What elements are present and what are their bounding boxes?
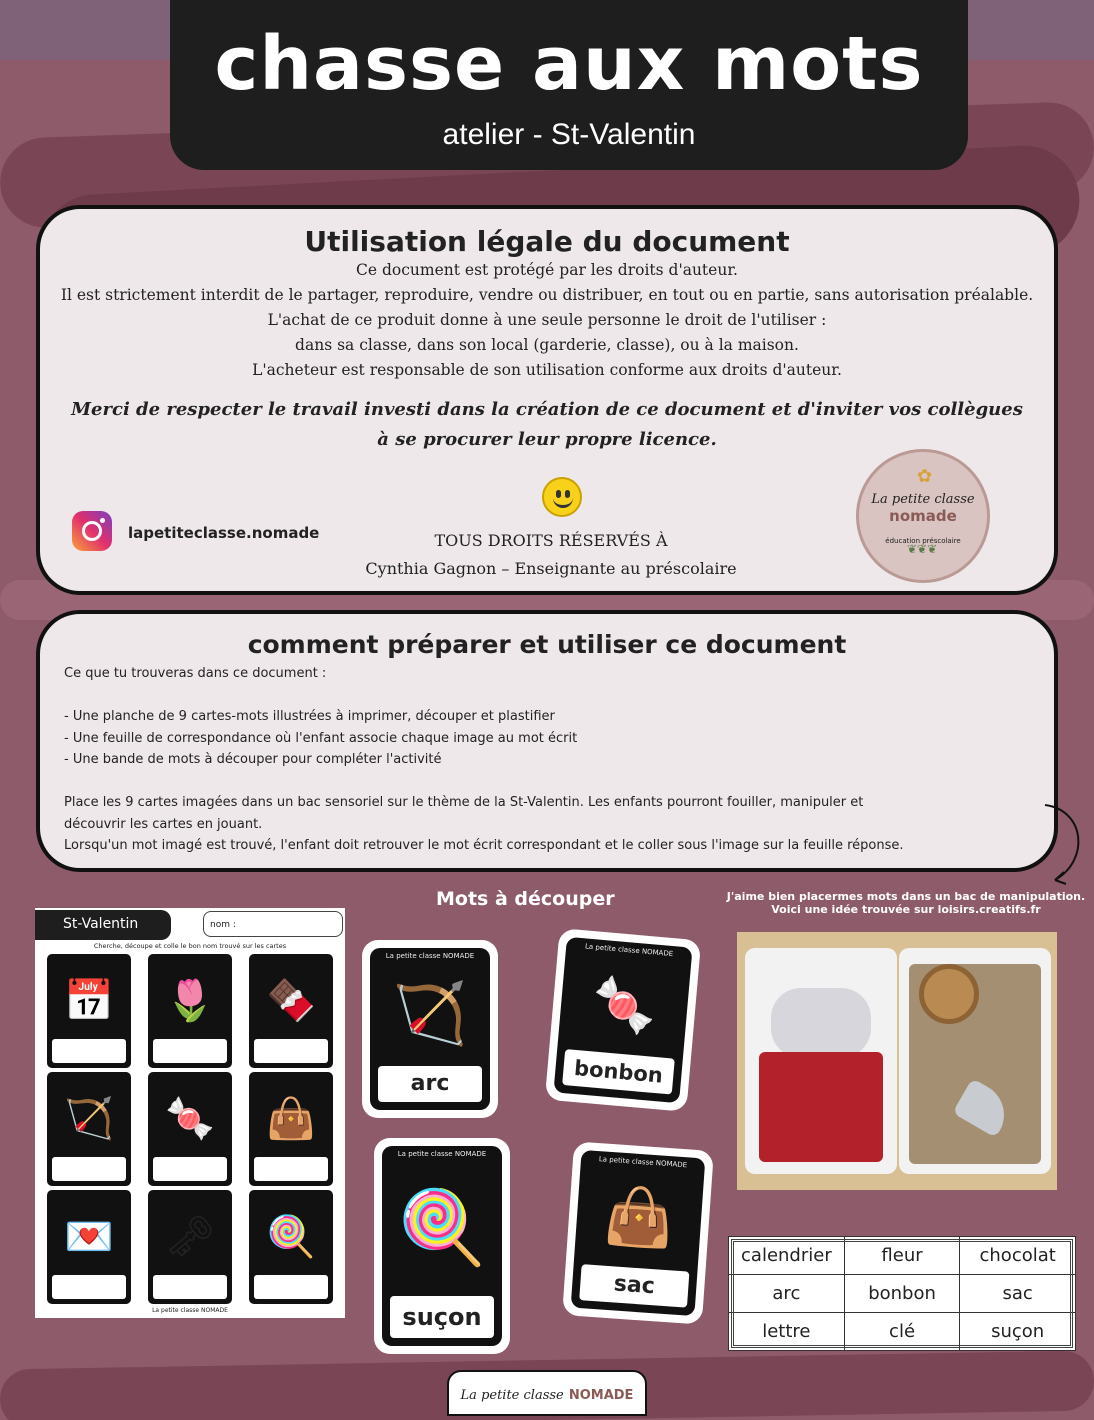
thanks-text: [40, 395, 1054, 455]
instagram-handle[interactable]: lapetiteclasse.nomade: [128, 524, 320, 542]
word-card-sucon: [374, 1138, 510, 1354]
word-cell: arc: [729, 1275, 845, 1313]
chocolate-icon: 🍫: [266, 978, 316, 1024]
table-row: [729, 1237, 1076, 1275]
cut-words-title: Mots à découper: [436, 888, 615, 910]
word-card-arc: [362, 940, 498, 1118]
footer-brand-name: NOMADE: [568, 1388, 634, 1403]
photo-caption: [720, 890, 1092, 916]
lollipop-icon: 🍭: [397, 1185, 487, 1269]
howto-intro: Ce que tu trouveras dans ce document :: [64, 666, 327, 681]
howto-body: [40, 659, 1054, 857]
word-cell: sac: [960, 1275, 1076, 1313]
sensory-bin-photo: [737, 932, 1057, 1190]
calendar-icon: 📅: [64, 978, 114, 1024]
howto-item: - Une bande de mots à découper pour compléter l'activité: [64, 752, 442, 767]
worksheet-tag: St-Valentin: [35, 910, 171, 940]
photo-caption-line-2: Voici une idée trouvée sur loisirs.creatifs.fr: [771, 903, 1041, 916]
thanks-line-1: Merci de respecter le travail investi dans la création de ce document et d'inviter vos collègues: [71, 399, 1023, 420]
logo-line-3: éducation préscolaire: [885, 537, 961, 545]
rights-line-2: Cynthia Gagnon – Enseignante au préscolaire: [365, 559, 737, 578]
table-row: [729, 1275, 1076, 1313]
word-strip-table: [728, 1236, 1076, 1351]
legal-title: Utilisation légale du document: [304, 225, 790, 258]
worksheet-name-field: nom :: [203, 911, 343, 937]
worksheet-preview: [35, 908, 345, 1318]
photo-caption-line-1: J'aime bien placermes mots dans un bac de manipulation.: [726, 890, 1086, 903]
letter-card: [47, 1190, 131, 1304]
card-word: arc: [378, 1066, 482, 1102]
flower-icon: 🌷: [165, 978, 215, 1024]
key-card: [148, 1190, 232, 1304]
legal-line: L'acheteur est responsable de son utilisation conforme aux droits d'auteur.: [252, 361, 842, 379]
legal-line: Il est strictement interdit de le partager, reproduire, vendre ou distribuer, en tout ou en partie, sans autorisation préalable.: [60, 286, 1034, 304]
word-cell: chocolat: [960, 1237, 1076, 1275]
footer-brand-text: La petite classe: [460, 1388, 564, 1403]
thanks-line-2: à se procurer leur propre licence.: [377, 429, 717, 450]
bag-icon: 👜: [602, 1182, 677, 1253]
candy-card: [148, 1072, 232, 1186]
legal-line: Ce document est protégé par les droits d'auteur.: [356, 261, 738, 279]
howto-paragraph: Lorsqu'un mot imagé est trouvé, l'enfant doit retrouver le mot écrit correspondant et le coller sous l'image sur la feuille réponse.: [64, 838, 904, 853]
footer-brand: [447, 1370, 647, 1416]
card-word: bonbon: [562, 1049, 675, 1094]
bag-card: [249, 1072, 333, 1186]
logo-line-2: nomade: [889, 507, 957, 525]
table-row: [729, 1313, 1076, 1351]
flower-icon: ✿: [917, 466, 933, 487]
bow-card: [47, 1072, 131, 1186]
word-cell: calendrier: [729, 1237, 845, 1275]
howto-paragraph: Place les 9 cartes imagées dans un bac sensoriel sur le thème de la St-Valentin. Les enfants pourront fouiller, manipuler et découvrir les cartes en jouant.: [64, 795, 864, 832]
card-brand: La petite classe NOMADE: [397, 1150, 487, 1158]
card-word: suçon: [390, 1296, 494, 1338]
word-cell: bonbon: [844, 1275, 960, 1313]
chocolate-card: [249, 954, 333, 1068]
howto-panel: [36, 610, 1058, 872]
flower-card: [148, 954, 232, 1068]
card-brand: La petite classe NOMADE: [598, 1155, 688, 1170]
lollipop-card: [249, 1190, 333, 1304]
page-subtitle: atelier - St-Valentin: [442, 118, 696, 151]
worksheet-footer: La petite classe NOMADE: [152, 1307, 228, 1314]
card-brand: La petite classe NOMADE: [385, 952, 475, 960]
candy-icon: 🍬: [165, 1096, 215, 1142]
legal-line: dans sa classe, dans son local (garderie, classe), ou à la maison.: [295, 336, 799, 354]
word-card-sac: [562, 1141, 714, 1324]
word-card-bonbon: [545, 928, 701, 1112]
key-icon: 🗝: [164, 1214, 216, 1260]
page-header: [170, 0, 968, 170]
page-title: chasse aux mots: [214, 21, 924, 107]
leaf-icon: ❦❦❦: [907, 542, 938, 556]
card-brand: La petite classe NOMADE: [584, 942, 674, 959]
card-word: sac: [579, 1264, 689, 1307]
howto-item: - Une feuille de correspondance où l'enfant associe chaque image au mot écrit: [64, 730, 578, 746]
calendar-card: [47, 954, 131, 1068]
word-cell: lettre: [729, 1313, 845, 1351]
word-cell: suçon: [960, 1313, 1076, 1351]
lollipop-icon: 🍭: [266, 1214, 316, 1260]
howto-item: - Une planche de 9 cartes-mots illustrées à imprimer, découper et plastifier: [64, 709, 555, 724]
legal-line: L'achat de ce produit donne à une seule personne le droit de l'utiliser :: [267, 311, 827, 329]
curved-arrow-icon: [1040, 800, 1090, 890]
word-cell: fleur: [844, 1237, 960, 1275]
love-letter-icon: 💌: [64, 1214, 114, 1260]
word-cell: clé: [844, 1313, 960, 1351]
logo-line-1: La petite classe: [871, 492, 975, 507]
smiley-icon: [542, 477, 582, 517]
rights-line-1: TOUS DROITS RÉSERVÉS À: [434, 531, 668, 550]
worksheet-instruction: Cherche, découpe et colle le bon nom trouvé sur les cartes: [93, 942, 287, 950]
bag-icon: 👜: [266, 1096, 316, 1142]
brand-logo: [856, 449, 990, 583]
legal-panel: [36, 205, 1058, 595]
howto-title: comment préparer et utiliser ce document: [247, 630, 847, 659]
bow-arrow-icon: 🏹: [64, 1096, 114, 1142]
candy-icon: 🍬: [589, 973, 660, 1039]
bow-arrow-icon: 🏹: [392, 979, 468, 1049]
